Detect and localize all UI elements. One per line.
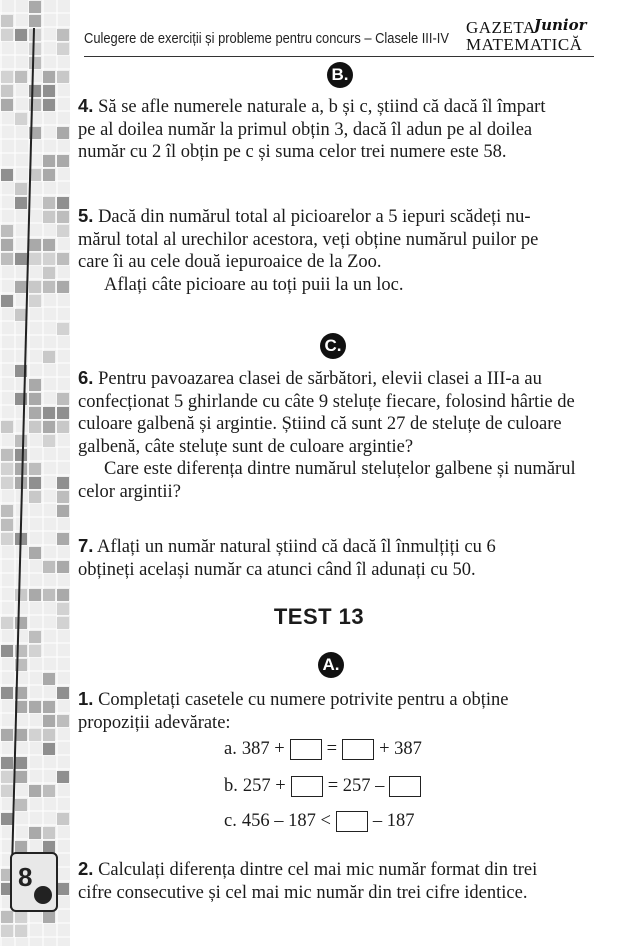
logo-junior: Junior <box>534 16 587 34</box>
sidebar-mosaic-square <box>15 71 27 83</box>
sidebar-mosaic-square <box>15 729 27 741</box>
sidebar-mosaic-square <box>29 379 41 391</box>
sidebar-mosaic-square <box>57 155 69 167</box>
problem-4 <box>78 95 594 164</box>
sidebar-mosaic-square <box>29 785 41 797</box>
sidebar-mosaic-square <box>57 211 69 223</box>
sidebar-mosaic-square <box>43 281 55 293</box>
sidebar-mosaic-square <box>15 29 27 41</box>
sidebar-mosaic-square <box>43 729 55 741</box>
page-number-badge <box>10 852 58 912</box>
sidebar-mosaic-square <box>43 267 55 279</box>
sidebar-mosaic-square <box>1 645 13 657</box>
problem-6 <box>78 367 594 503</box>
equation-a-label: a. <box>224 739 237 759</box>
sidebar-mosaic-square <box>57 197 69 209</box>
answer-box-a1[interactable] <box>290 739 322 760</box>
test-problem-1-number: 1. <box>78 688 94 709</box>
sidebar-mosaic-square <box>43 211 55 223</box>
sidebar-mosaic-square <box>1 533 13 545</box>
sidebar-mosaic-square <box>57 715 69 727</box>
sidebar-mosaic-square <box>29 407 41 419</box>
sidebar-mosaic-square <box>1 925 13 937</box>
sidebar-mosaic-square <box>43 239 55 251</box>
sidebar-mosaic-square <box>57 477 69 489</box>
sidebar-mosaic-square <box>29 239 41 251</box>
section-a-badge: A. <box>318 652 344 678</box>
sidebar-mosaic-square <box>1 29 13 41</box>
equation-a <box>224 739 422 760</box>
sidebar-mosaic-square <box>57 813 69 825</box>
sidebar-mosaic-square <box>29 281 41 293</box>
sidebar-mosaic-square <box>43 785 55 797</box>
equation-b-label: b. <box>224 776 238 796</box>
sidebar-mosaic-square <box>15 113 27 125</box>
sidebar-mosaic-square <box>29 645 41 657</box>
sidebar-mosaic-square <box>1 757 13 769</box>
sidebar-mosaic-square <box>29 421 41 433</box>
problem-6-line-3: culoare galbenă și argintie. Știind că sunt 27 de steluțe de culoare <box>78 414 562 434</box>
sidebar-mosaic-square <box>1 85 13 97</box>
sidebar-mosaic-square <box>57 407 69 419</box>
sidebar-mosaic-square <box>15 253 27 265</box>
problem-5-followup: Aflați câte picioare au toți puii la un loc. <box>104 274 404 295</box>
sidebar-mosaic-square <box>57 393 69 405</box>
page-number: 8 <box>18 862 33 892</box>
problem-6-line-4: galbenă, câte steluțe sunt de culoare argintie? <box>78 436 414 457</box>
sidebar-mosaic-square <box>1 449 13 461</box>
sidebar-mosaic-square <box>1 519 13 531</box>
sidebar-mosaic-square <box>29 463 41 475</box>
sidebar-mosaic-square <box>57 589 69 601</box>
sidebar-mosaic-square <box>15 183 27 195</box>
sidebar-mosaic-square <box>1 169 13 181</box>
sidebar-mosaic-square <box>15 799 27 811</box>
sidebar-mosaic-square <box>15 757 27 769</box>
sidebar-mosaic-square <box>29 295 41 307</box>
equation-c-right: – 187 <box>372 811 415 831</box>
sidebar-mosaic-square <box>29 631 41 643</box>
sidebar-mosaic-square <box>57 883 69 895</box>
sidebar-mosaic-square <box>1 463 13 475</box>
logo-gazeta: GAZETA <box>466 18 536 37</box>
sidebar-mosaic-square <box>29 57 41 69</box>
problem-5-line-2: mărul total al urechilor acestora, veți obține numărul puilor pe <box>78 229 539 250</box>
page-header <box>84 16 594 57</box>
test-title: TEST 13 <box>273 604 365 629</box>
equation-c-label: c. <box>224 811 237 831</box>
equation-b-op: = 257 – <box>327 776 385 796</box>
answer-box-b1[interactable] <box>291 776 323 797</box>
sidebar-mosaic-square <box>43 85 55 97</box>
sidebar-mosaic-square <box>43 407 55 419</box>
sidebar-mosaic-square <box>43 435 55 447</box>
sidebar-mosaic-square <box>43 71 55 83</box>
sidebar-mosaic-square <box>1 785 13 797</box>
sidebar-mosaic-square <box>29 827 41 839</box>
sidebar-mosaic-square <box>57 225 69 237</box>
sidebar-mosaic-square <box>1 239 13 251</box>
sidebar-mosaic-square <box>43 589 55 601</box>
sidebar-mosaic-square <box>29 253 41 265</box>
problem-6-number: 6. <box>78 367 94 388</box>
sidebar-mosaic-square <box>43 701 55 713</box>
equation-a-left: 387 + <box>241 739 285 759</box>
apple-icon <box>34 886 52 904</box>
problem-6-line-1: Pentru pavoazarea clasei de sărbători, elevii clasei a III-a au <box>98 369 542 389</box>
sidebar-mosaic-square <box>1 911 13 923</box>
test-problem-1-line-2: propoziții adevărate: <box>78 712 231 733</box>
sidebar-mosaic-square <box>15 911 27 923</box>
sidebar-mosaic-square <box>1 71 13 83</box>
section-c-badge: C. <box>320 333 346 359</box>
sidebar-mosaic-square <box>57 281 69 293</box>
sidebar-mosaic-square <box>57 533 69 545</box>
equation-b <box>224 776 421 797</box>
sidebar-mosaic-square <box>1 421 13 433</box>
sidebar-mosaic-square <box>1 771 13 783</box>
sidebar-mosaic-square <box>29 1 41 13</box>
sidebar-mosaic-square <box>15 925 27 937</box>
header-title: Culegere de exerciții și probleme pentru concurs – Clasele III-IV <box>84 30 449 47</box>
answer-box-a2[interactable] <box>342 739 374 760</box>
sidebar-mosaic-square <box>43 351 55 363</box>
sidebar-mosaic-square <box>15 435 27 447</box>
test-problem-2-line-1: Calculați diferența dintre cel mai mic număr format din trei <box>98 860 538 880</box>
test-problem-2 <box>78 858 594 904</box>
sidebar-mosaic-square <box>29 701 41 713</box>
sidebar-mosaic-square <box>43 421 55 433</box>
sidebar-mosaic-square <box>43 253 55 265</box>
sidebar-mosaic-square <box>57 43 69 55</box>
equation-b-left: 257 + <box>242 776 286 796</box>
sidebar-mosaic-square <box>1 295 13 307</box>
sidebar-mosaic-square <box>57 561 69 573</box>
test-problem-1 <box>78 688 594 734</box>
problem-7-line-1: Aflați un număr natural știind că dacă îl înmulțiți cu 6 <box>97 537 496 557</box>
answer-box-c1[interactable] <box>336 811 368 832</box>
sidebar-mosaic-square <box>43 169 55 181</box>
equation-a-right: + 387 <box>379 739 422 759</box>
problem-6-followup-1: Care este diferența dintre numărul steluțelor galbene și numărul <box>104 459 576 479</box>
sidebar-mosaic-square <box>43 561 55 573</box>
sidebar-mosaic-square <box>57 29 69 41</box>
problem-4-line-1: Să se afle numerele naturale a, b și c, știind că dacă îl împart <box>98 97 546 117</box>
equation-c-left: 456 – 187 < <box>241 811 331 831</box>
logo-matematica: MATEMATICĂ <box>466 35 583 54</box>
problem-6-line-2: confecționat 5 ghirlande cu câte 9 steluțe fiecare, folosind hârtie de <box>78 391 575 412</box>
sidebar-mosaic-square <box>57 323 69 335</box>
sidebar-mosaic-square <box>43 715 55 727</box>
sidebar-mosaic-square <box>1 15 13 27</box>
sidebar-mosaic-square <box>1 253 13 265</box>
problem-5 <box>78 205 594 296</box>
sidebar-mosaic-square <box>57 491 69 503</box>
sidebar-mosaic-square <box>57 505 69 517</box>
problem-5-line-1: Dacă din numărul total al picioarelor a 5 iepuri scădeți nu- <box>98 207 531 227</box>
equation-c <box>224 811 415 832</box>
sidebar-mosaic-square <box>29 15 41 27</box>
sidebar-mosaic-square <box>29 589 41 601</box>
test-problem-2-number: 2. <box>78 858 94 879</box>
gazeta-matematica-logo <box>464 18 594 56</box>
problem-6-followup-2: celor argintii? <box>78 481 181 502</box>
problem-7-number: 7. <box>78 535 94 556</box>
sidebar-mosaic-square <box>43 911 55 923</box>
decorative-sidebar <box>0 0 70 946</box>
problem-7-line-2: obțineți același număr ca atunci când îl adunați cu 50. <box>78 559 476 580</box>
problem-4-line-2: pe al doilea număr la primul obțin 3, dacă îl adun pe al doilea <box>78 119 533 140</box>
sidebar-mosaic-square <box>29 547 41 559</box>
sidebar-mosaic-square <box>1 505 13 517</box>
sidebar-mosaic-square <box>29 729 41 741</box>
sidebar-mosaic-square <box>43 673 55 685</box>
sidebar-mosaic-square <box>15 771 27 783</box>
sidebar-mosaic-square <box>1 687 13 699</box>
sidebar-mosaic-square <box>57 771 69 783</box>
problem-7 <box>78 535 594 581</box>
sidebar-mosaic-square <box>15 197 27 209</box>
sidebar-mosaic-square <box>43 827 55 839</box>
sidebar-mosaic-square <box>1 729 13 741</box>
sidebar-mosaic-square <box>43 743 55 755</box>
sidebar-mosaic-square <box>43 155 55 167</box>
sidebar-mosaic-square <box>15 589 27 601</box>
equation-a-op: = <box>326 739 338 759</box>
problem-4-number: 4. <box>78 95 94 116</box>
section-b-badge: B. <box>327 62 353 88</box>
sidebar-mosaic-square <box>57 71 69 83</box>
sidebar-mosaic-square <box>29 29 41 41</box>
answer-box-b2[interactable] <box>389 776 421 797</box>
sidebar-mosaic-square <box>57 127 69 139</box>
test-problem-2-line-2: cifre consecutive și cel mai mic număr din trei cifre identice. <box>78 882 528 903</box>
sidebar-mosaic-square <box>1 477 13 489</box>
sidebar-mosaic-square <box>1 225 13 237</box>
test-problem-1-line-1: Completați casetele cu numere potrivite pentru a obține <box>98 690 509 710</box>
sidebar-mosaic-square <box>43 197 55 209</box>
problem-5-number: 5. <box>78 205 94 226</box>
sidebar-mosaic-square <box>1 99 13 111</box>
sidebar-mosaic-square <box>43 99 55 111</box>
sidebar-mosaic-square <box>29 43 41 55</box>
sidebar-mosaic-square <box>57 253 69 265</box>
sidebar-mosaic-square <box>57 687 69 699</box>
sidebar-mosaic-square <box>29 477 41 489</box>
sidebar-mosaic-square <box>29 491 41 503</box>
sidebar-mosaic-square <box>57 421 69 433</box>
sidebar-mosaic-square <box>29 393 41 405</box>
problem-5-line-3: care îi au cele două iepuroaice de la Zoo. <box>78 252 382 272</box>
problem-4-line-3: număr cu 2 îl obțin pe c și suma celor trei numere este 58. <box>78 142 507 162</box>
